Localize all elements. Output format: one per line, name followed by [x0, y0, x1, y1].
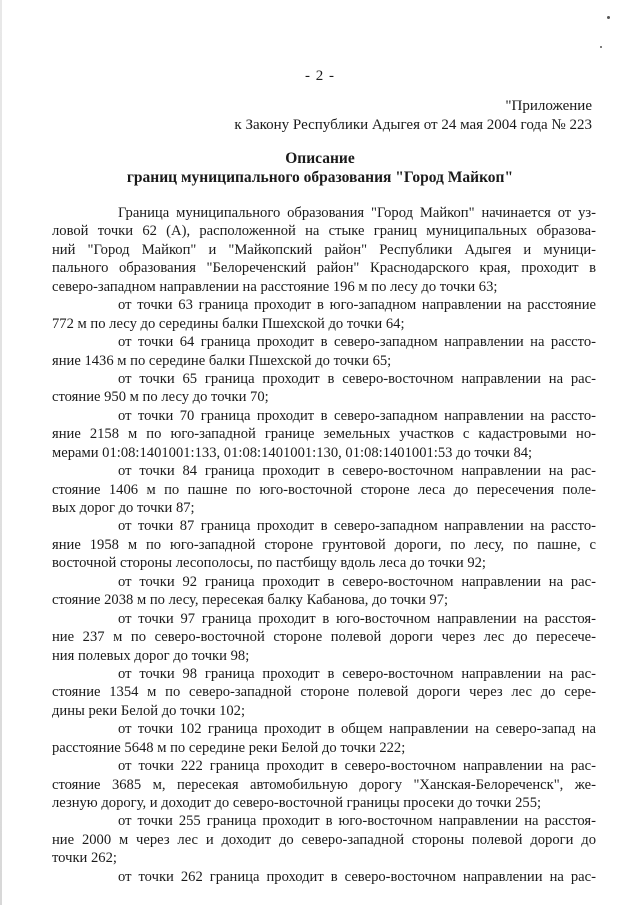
text-line: ние 2000 м через лес и доходит до северо-западной стороны полевой дороги до: [52, 831, 596, 848]
text-line: точки 262;: [52, 850, 117, 867]
scan-speck: [600, 46, 602, 48]
document-subtitle: границ муниципального образования "Город Майкоп": [126, 169, 514, 186]
text-line: ний "Город Майкоп" и "Майкопский район" Республики Адыгея и муници-: [52, 241, 596, 258]
text-line: от точки 64 граница проходит в северо-западном направлении на рассто-: [118, 334, 596, 351]
text-line: от точки 102 граница проходит в общем направлении на северо-запад на: [118, 721, 596, 738]
document-body: [52, 204, 596, 886]
text-line: стояние 950 м по лесу до точки 70;: [52, 389, 269, 406]
text-line: дины реки Белой до точки 102;: [52, 702, 246, 719]
text-line: северо-западном направлении на расстояние 196 м по лесу до точки 63;: [52, 278, 498, 295]
scan-edge: [0, 0, 2, 905]
text-line: от точки 255 граница проходит в юго-восточном направлении на расстоя-: [118, 813, 596, 830]
text-line: стояние 3685 м, пересекая автомобильную дорогу "Ханская-Белореченск", же-: [52, 776, 596, 793]
text-line: лезную дорогу, и доходит до северо-восточной границы просеки до точки 255;: [52, 795, 542, 811]
text-line: мерами 01:08:1401001:133, 01:08:1401001:130, 01:08:1401001:53 до точки 84;: [52, 444, 533, 461]
text-line: 772 м по лесу до середины балки Пшехской до точки 64;: [52, 315, 405, 332]
text-line: Граница муниципального образования "Город Майкоп" начинается от уз-: [118, 205, 596, 221]
text-line: от точки 98 граница проходит в северо-восточном направлении на рас-: [118, 665, 596, 682]
text-line: яние 2158 м по юго-западной границе земельных участков с кадастровыми но-: [52, 426, 596, 443]
text-line: от точки 63 граница проходит в юго-западном направлении на расстояние: [118, 297, 596, 314]
text-line: ния полевых дорог до точки 98;: [52, 647, 250, 664]
text-line: пального образования "Белореченский район" Краснодарского края, проходит в: [52, 260, 596, 277]
text-line: ние 237 м по северо-восточной стороне полевой дороги через лес до пересече-: [52, 629, 596, 646]
text-line: ловой точки 62 (А), расположенной на стыке границ муниципальных образова-: [52, 223, 596, 240]
appendix-reference: к Закону Республики Адыгея от 24 мая 2004 года № 223: [234, 117, 592, 133]
text-line: вых дорог до точки 87;: [52, 500, 195, 516]
text-line: яние 1436 м по середине балки Пшехской до точки 65;: [52, 352, 392, 369]
text-line: от точки 84 граница проходит в северо-восточном направлении на рас-: [118, 463, 596, 480]
text-line: яние 1958 м по юго-западной стороне грунтовой дороги, по лесу, по пашне, с: [52, 536, 596, 553]
text-line: от точки 87 граница проходит в северо-западном направлении на рассто-: [118, 518, 596, 535]
text-line: расстояние 5648 м по середине реки Белой до точки 222;: [52, 739, 406, 756]
text-line: от точки 92 граница проходит в северо-восточном направлении на рас-: [118, 573, 596, 590]
text-line: восточной стороны лесополосы, по пастбищу вдоль леса до точки 92;: [52, 555, 486, 572]
page-number: - 2 -: [305, 68, 335, 84]
text-line: стояние 1406 м по пашне по юго-восточной стороне леса до пересечения поле-: [52, 481, 596, 498]
text-line: стояние 2038 м по лесу, пересекая балку Кабанова, до точки 97;: [52, 592, 449, 609]
document-title: Описание: [285, 150, 355, 167]
text-line: от точки 97 граница проходит в юго-восточном направлении на расстоя-: [118, 610, 596, 627]
text-line: стояние 1354 м по северо-западной стороне полевой дороги через лес до сере-: [52, 684, 596, 701]
text-line: от точки 262 граница проходит в северо-восточном направлении на рас-: [118, 868, 596, 885]
text-line: от точки 65 граница проходит в северо-восточном направлении на рас-: [118, 370, 596, 387]
text-line: от точки 70 граница проходит в северо-западном направлении на рассто-: [118, 407, 596, 424]
appendix-label: "Приложение: [505, 98, 592, 114]
scan-speck: [607, 16, 610, 19]
text-line: от точки 222 граница проходит в северо-восточном направлении на рас-: [118, 758, 596, 775]
